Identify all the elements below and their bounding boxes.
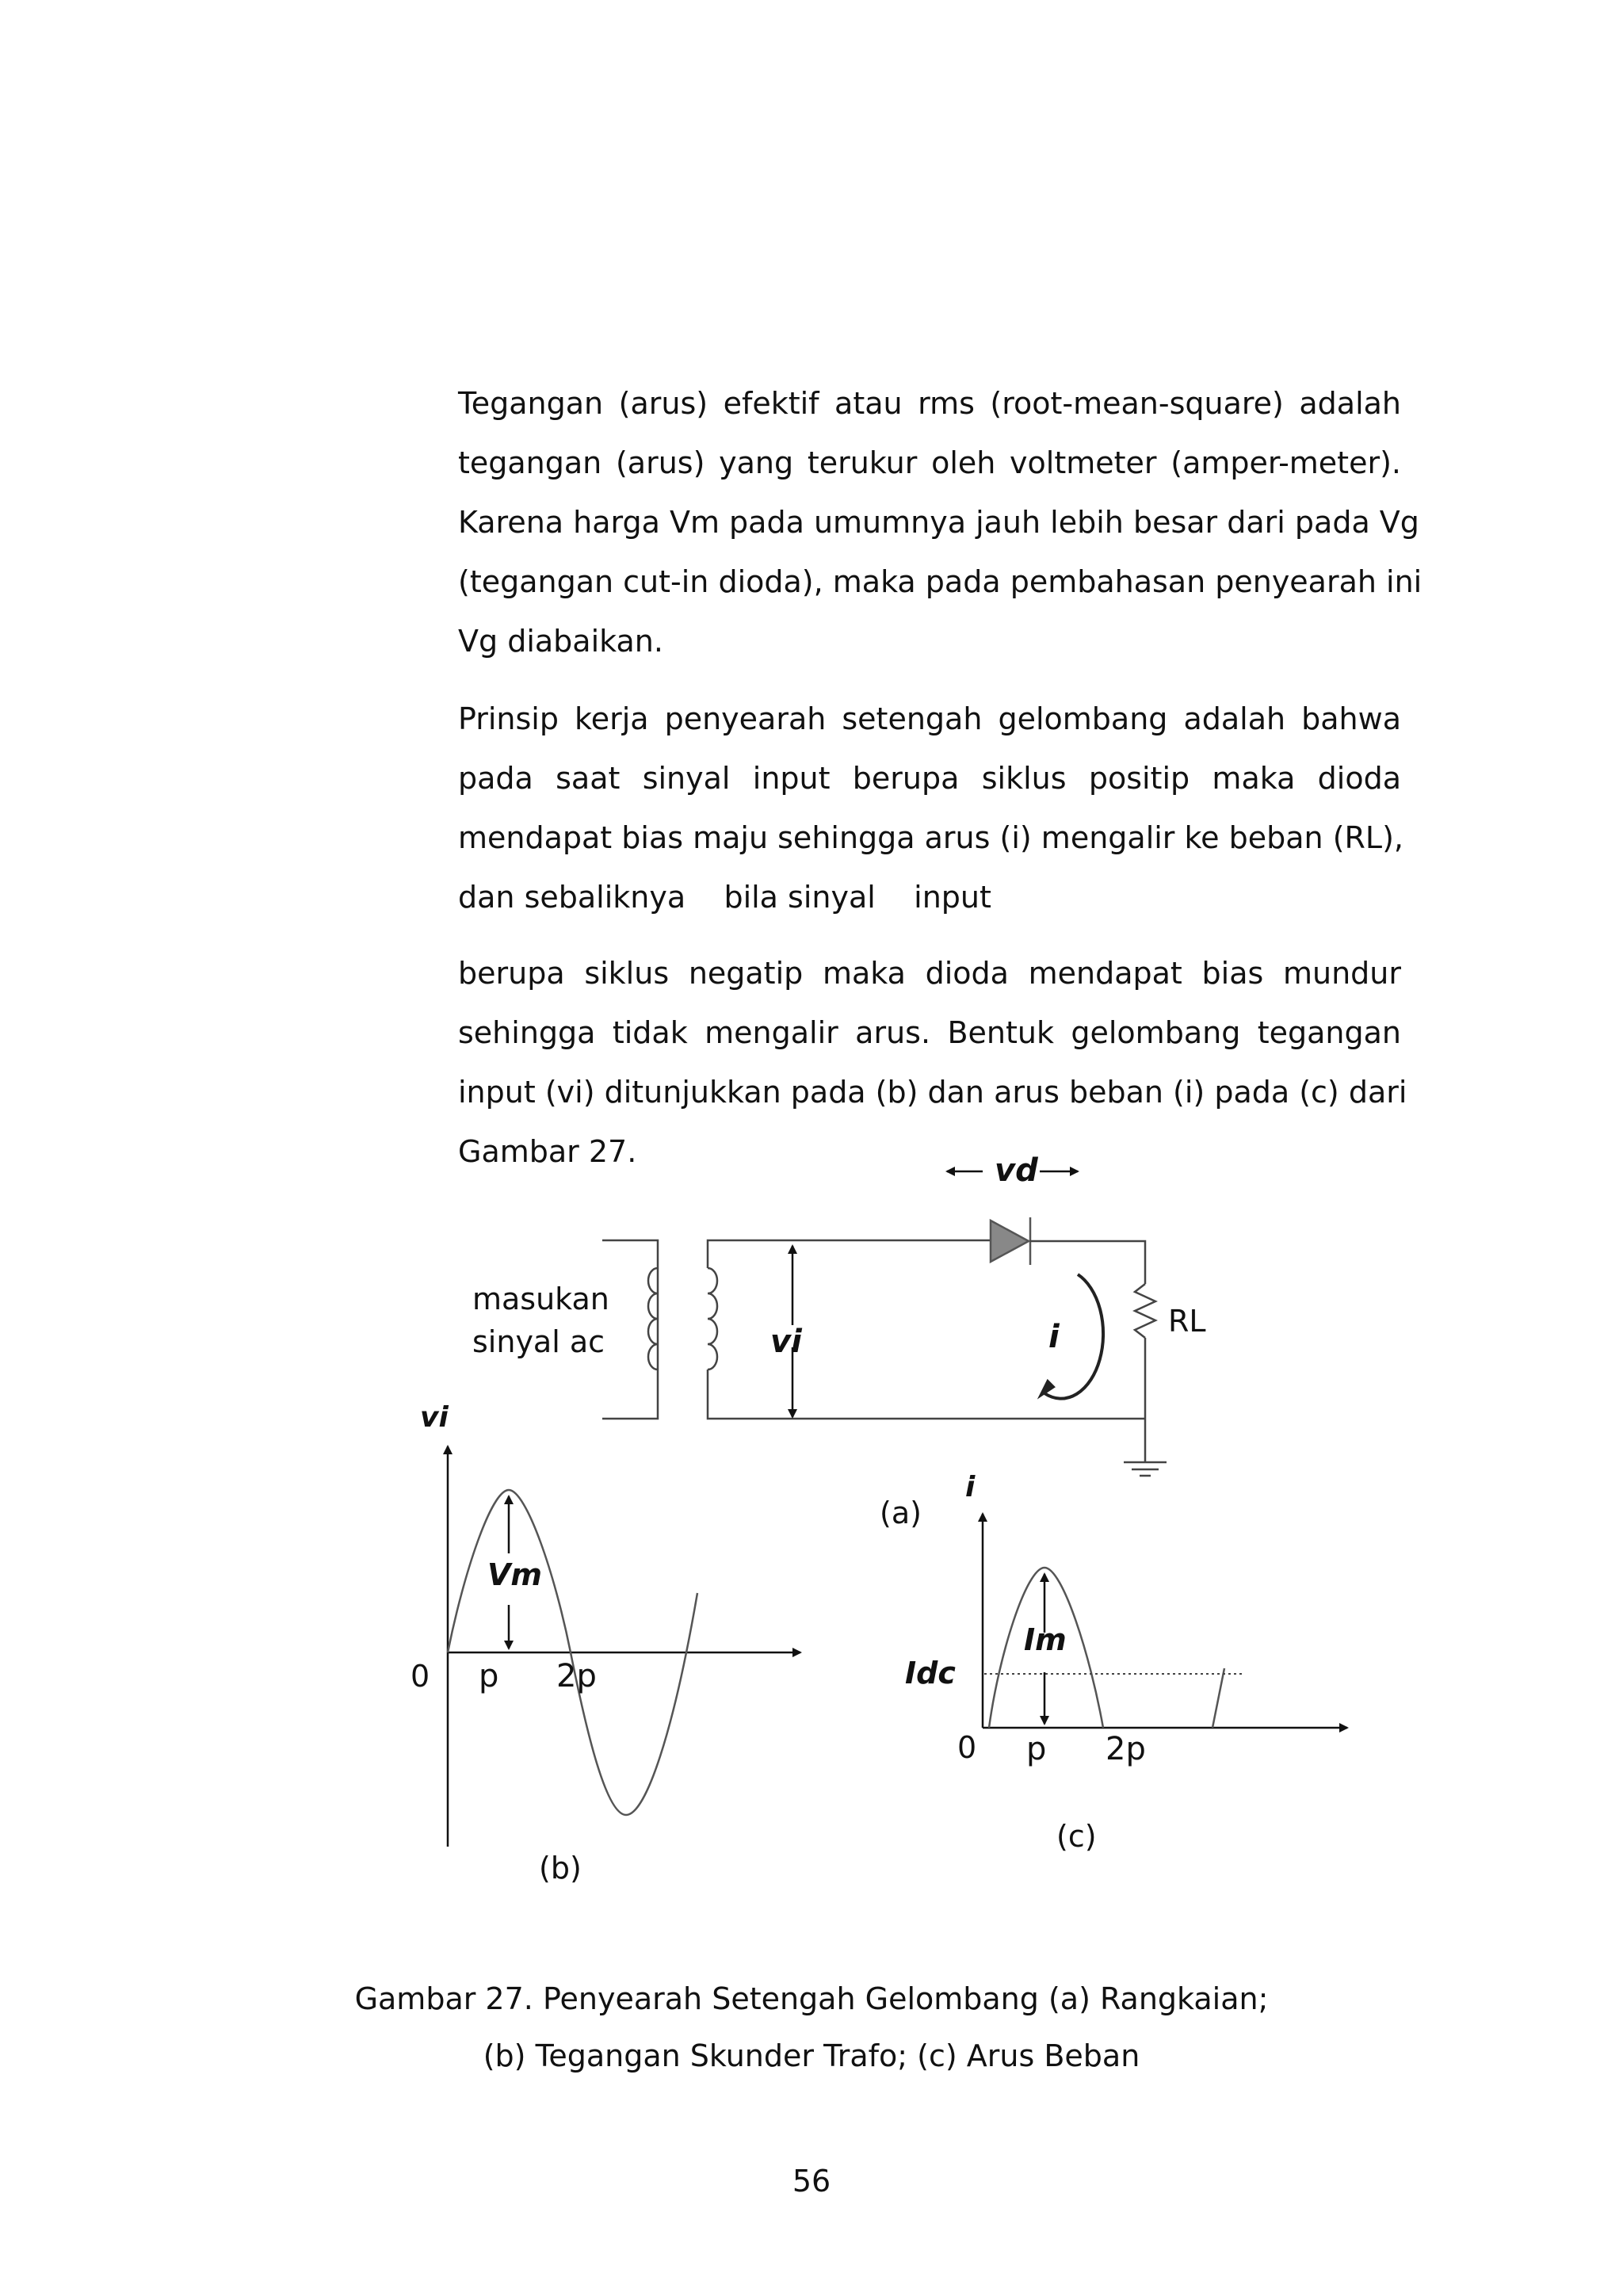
vi-label: vi xyxy=(770,1324,802,1360)
text-line: Prinsip kerja penyearah setengah gelombang adalah bahwa xyxy=(458,701,1401,736)
text-line: sehingga tidak mengalir arus. Bentuk gelombang tegangan xyxy=(458,1015,1401,1050)
text-line: pada saat sinyal input berupa siklus positip maka dioda xyxy=(458,761,1401,796)
source-label: sinyal ac xyxy=(472,1324,605,1359)
source-label: masukan xyxy=(472,1282,609,1316)
tick-label: 2p xyxy=(556,1658,597,1694)
text-line: Gambar 27. xyxy=(458,1134,637,1169)
circuit-diagram xyxy=(602,1171,1167,1476)
text-line: dan sebaliknya bila sinyal input xyxy=(458,880,991,915)
top-wire-right xyxy=(1030,1241,1145,1284)
figure-caption-line-2: (b) Tegangan Skunder Trafo; (c) Arus Beban xyxy=(483,2038,1140,2073)
subfigure-a-tag: (a) xyxy=(880,1496,922,1530)
figure-caption-line-1: Gambar 27. Penyearah Setengah Gelombang (a) Rangkaian; xyxy=(354,1981,1269,2016)
vm-label: Vm xyxy=(487,1557,543,1592)
half-wave-next xyxy=(1212,1668,1224,1728)
graph-b-ylabel: vi xyxy=(420,1401,449,1434)
bottom-wire xyxy=(708,1370,1145,1419)
origin-label: 0 xyxy=(957,1730,977,1765)
graph-b xyxy=(448,1446,800,1847)
resistor-icon xyxy=(1135,1284,1155,1338)
primary-wire xyxy=(602,1240,658,1419)
text-line: input (vi) ditunjukkan pada (b) dan arus beban (i) pada (c) dari xyxy=(458,1075,1407,1110)
subfigure-c-tag: (c) xyxy=(1056,1819,1097,1854)
graph-c-ylabel: i xyxy=(965,1471,976,1503)
tick-label: 2p xyxy=(1106,1731,1146,1767)
vd-label: vd xyxy=(995,1152,1038,1189)
origin-label: 0 xyxy=(411,1659,430,1694)
current-label: i xyxy=(1048,1319,1060,1355)
text-line: berupa siklus negatip maka dioda mendapat bias mundur xyxy=(458,956,1401,991)
text-line: tegangan (arus) yang terukur oleh voltmeter (amper-meter). xyxy=(458,445,1401,480)
page-number: 56 xyxy=(792,2164,831,2199)
text-line: Tegangan (arus) efektif atau rms (root-mean-square) adalah xyxy=(458,386,1401,421)
text-line: mendapat bias maju sehingga arus (i) mengalir ke beban (RL), xyxy=(458,820,1403,855)
primary-coil xyxy=(648,1268,658,1370)
text-line: Vg diabaikan. xyxy=(458,624,663,659)
idc-label: Idc xyxy=(905,1656,956,1690)
graph-c xyxy=(983,1514,1347,1728)
diode-icon xyxy=(991,1221,1029,1262)
tick-label: p xyxy=(479,1658,499,1694)
subfigure-b-tag: (b) xyxy=(539,1851,582,1885)
top-wire-left xyxy=(708,1240,991,1268)
text-line: (tegangan cut-in dioda), maka pada pembahasan penyearah ini xyxy=(458,564,1423,599)
text-line: Karena harga Vm pada umumnya jauh lebih besar dari pada Vg xyxy=(458,505,1419,540)
secondary-coil xyxy=(708,1268,717,1370)
rl-label: RL xyxy=(1168,1304,1206,1339)
im-label: Im xyxy=(1024,1622,1067,1657)
tick-label: p xyxy=(1026,1731,1047,1767)
